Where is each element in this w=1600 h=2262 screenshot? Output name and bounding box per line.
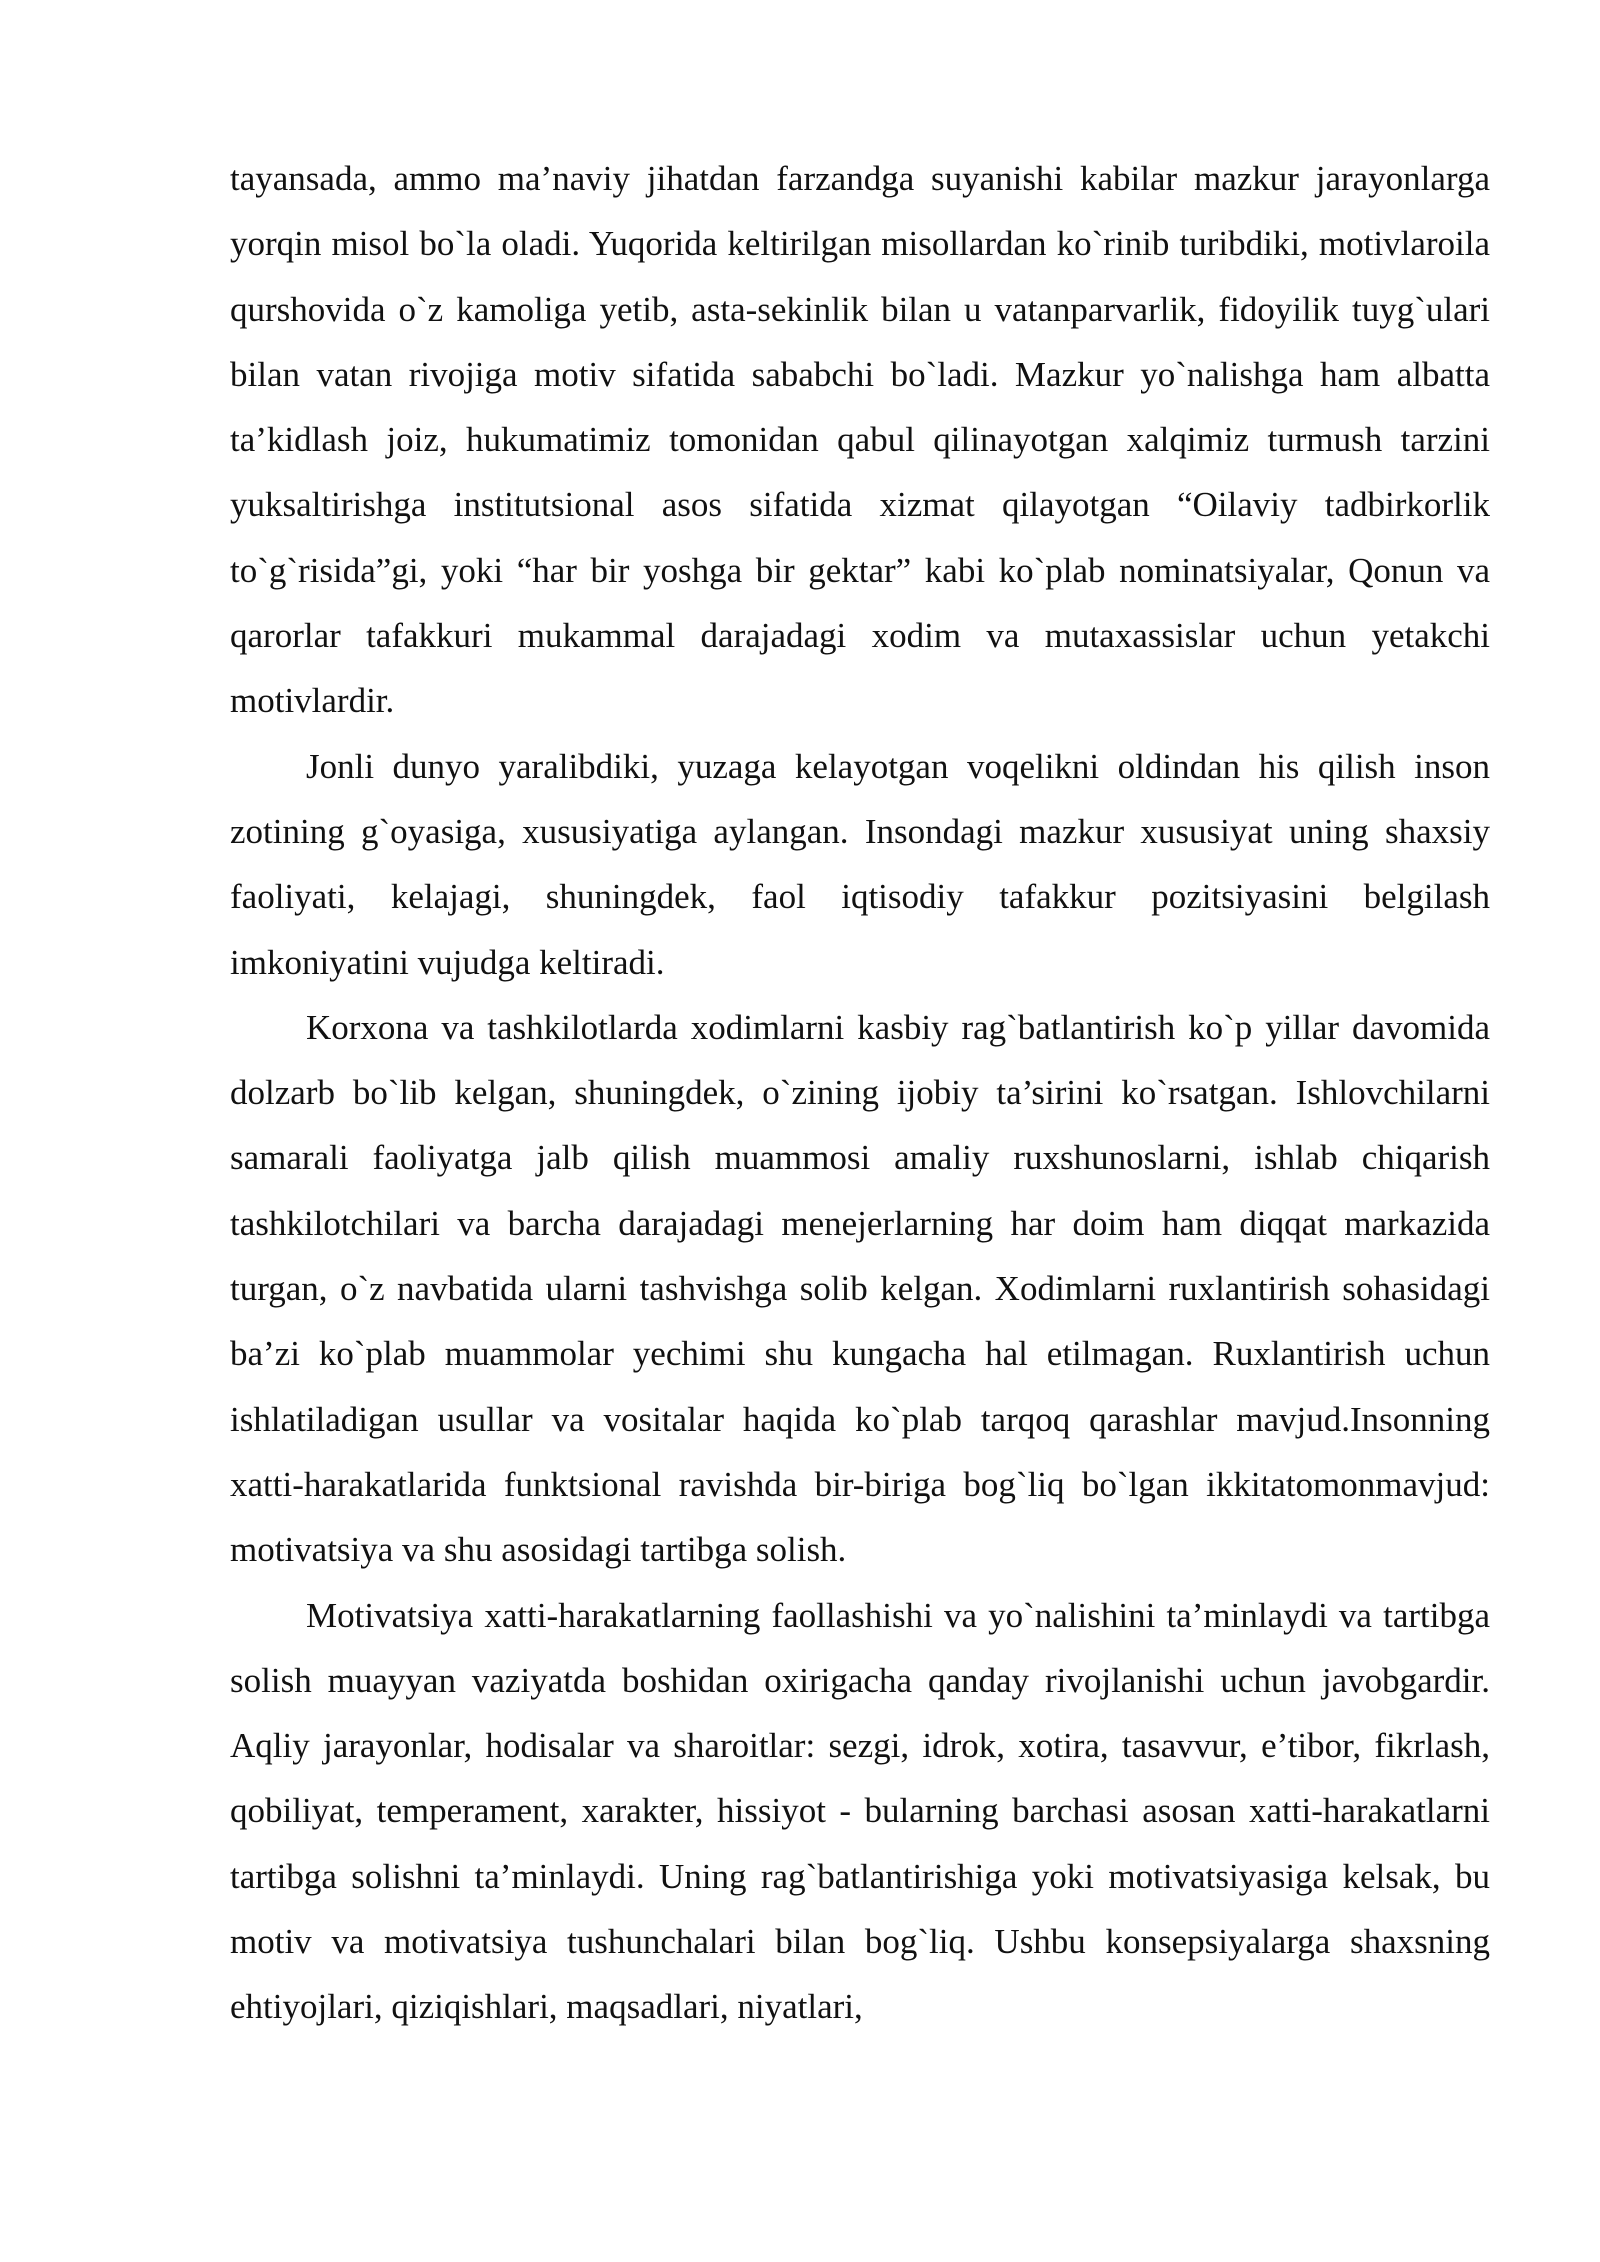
paragraph-continuation: tayansada, ammo ma’naviy jihatdan farzandga suyanishi kabilar mazkur jarayonlarga yorqin misol bo`la oladi. Yuqorida keltirilgan misollardan ko`rinib turibdiki, motivlaroila qurshovida o`z kamoliga yetib, asta-sekinlik bilan u vatanparvarlik, fidoyilik tuyg`ulari bilan vatan rivojiga motiv sifatida sababchi bo`ladi. Mazkur yo`nalishga ham albatta ta’kidlash joiz, hukumatimiz tomonidan qabul qilinayotgan xalqimiz turmush tarzini yuksaltirishga institutsional asos sifatida xizmat qilayotgan “Oilaviy tadbirkorlik to`g`risida”gi, yoki “har bir yoshga bir gektar” kabi ko`plab nominatsiyalar, Qonun va qarorlar tafakkuri mukammal darajadagi xodim va mutaxassislar uchun yetakchi motivlardir. [230, 159, 1490, 721]
document-body [230, 146, 1490, 2040]
paragraph-motivatsiya: Motivatsiya xatti-harakatlarning faollashishi va yo`nalishini ta’minlaydi va tartibga solish muayyan vaziyatda boshidan oxirigacha qanday rivojlanishi uchun javobgardir. Aqliy jarayonlar, hodisalar va sharoitlar: sezgi, idrok, xotira, tasavvur, e’tibor, fikrlash, qobiliyat, temperament, xarakter, hissiyot - bularning barchasi asosan xatti-harakatlarni tartibga solishni ta’minlaydi. Uning rag`batlantirishiga yoki motivatsiyasiga kelsak, bu motiv va motivatsiya tushunchalari bilan bog`liq. Ushbu konsepsiyalarga shaxsning ehtiyojlari, qiziqishlari, maqsadlari, niyatlari, [230, 1595, 1490, 2027]
paragraph-jonli-dunyo: Jonli dunyo yaralibdiki, yuzaga kelayotgan voqelikni oldindan his qilish inson zotining g`oyasiga, xususiyatiga aylangan. Insondagi mazkur xususiyat uning shaxsiy faoliyati, kelajagi, shuningdek, faol iqtisodiy tafakkur pozitsiyasini belgilash imkoniyatini vujudga keltiradi. [230, 746, 1490, 982]
paragraph-korxona: Korxona va tashkilotlarda xodimlarni kasbiy rag`batlantirish ko`p yillar davomida dolzarb bo`lib kelgan, shuningdek, o`zining ijobiy ta’sirini ko`rsatgan. Ishlovchilarni samarali faoliyatga jalb qilish muammosi amaliy ruxshunoslarni, ishlab chiqarish tashkilotchilari va barcha darajadagi menejerlarning har doim ham diqqat markazida turgan, o`z navbatida ularni tashvishga solib kelgan. Xodimlarni ruxlantirish sohasidagi ba’zi ko`plab muammolar yechimi shu kungacha hal etilmagan. Ruxlantirish uchun ishlatiladigan usullar va vositalar haqida ko`plab tarqoq qarashlar mavjud.Insonning xatti-harakatlarida funktsional ravishda bir-biriga bog`liq bo`lgan ikkitatomonmavjud: motivatsiya va shu asosidagi tartibga solish. [230, 1007, 1490, 1570]
